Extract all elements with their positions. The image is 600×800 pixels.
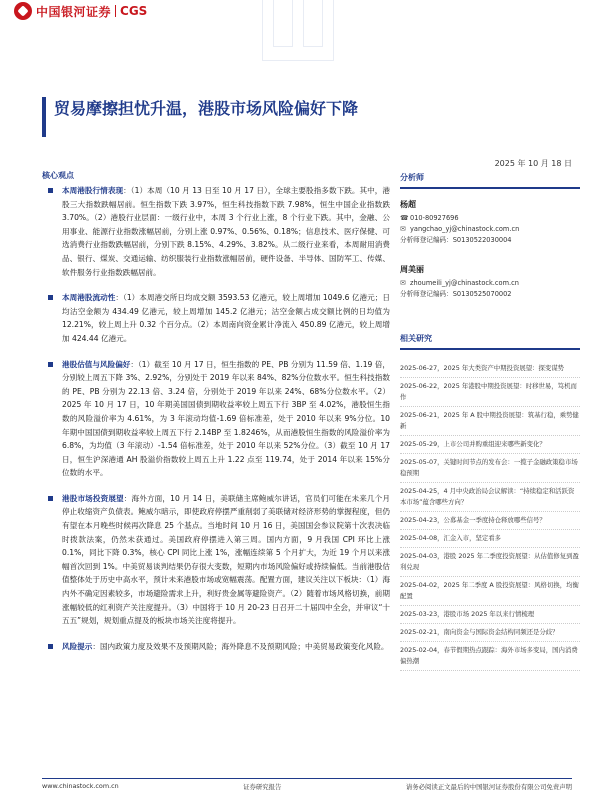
paragraph-label: 本周港股流动性 <box>62 293 116 303</box>
analyst-panel <box>400 172 580 300</box>
paragraph-risk <box>42 640 390 654</box>
related-item[interactable]: 2025-04-23，公募基金一季度持仓释放哪些信号？ <box>400 512 580 530</box>
report-date: 2025 年 10 月 18 日 <box>494 159 572 168</box>
paragraph-outlook <box>42 492 390 628</box>
analyst-email[interactable] <box>400 224 580 235</box>
bullet-square-icon <box>48 362 53 367</box>
related-item[interactable]: 2025-06-27，2025 年大类资产中期投资展望：探变谋势 <box>400 360 580 378</box>
paragraph-text: ：（1）截至 10 月 17 日，恒生指数的 PE、PB 分别为 11.59 倍、1.19 倍，分别较上周五下降 3%、2.92%，分别处于 2019 年以来 84%、82%分位数水平。恒生科技指数的 PE、PB 分别为 22.13 倍、3.24 倍，分别处于 2019 年以来 24%、68%分位数水平。（2）2025 年 10 月 17 日，10 年期美国国债到期收益率较上周五下行 3BP 至 4.02%，港股恒生指数的风险溢价率为 4.61%，为 3 年滚动均值-1.69 倍标准差，处于 2010 年以来 9%分位。10 年期中国国债到期收益率较上周五下行 2.14BP 至 1.8246%，从而港股恒生指数的风险溢价率为 6.8%，为均值（3 年滚动）-1.54 倍标准差，处于 2010 年以来 52%分位。（3）截至 10 月 17 日，恒生沪深港通 AH 股溢价指数较上周五上升 1.22 点至 119.74，处于 2014 年以来 15%分位数的水平。 <box>62 359 390 478</box>
related-item[interactable]: 2025-02-21，南向资金与国际资金结构同频还是分歧？ <box>400 624 580 642</box>
mail-icon: ✉ <box>400 279 406 287</box>
logo-cn-text: 中国银河证券 <box>36 4 112 19</box>
paragraph-liquidity <box>42 291 390 345</box>
paragraph-market-performance <box>42 184 390 279</box>
analyst-heading: 分析师 <box>400 172 580 189</box>
related-item[interactable]: 2025-04-03，港股 2025 年二季度投资展望：从估值修复到盈利兑现 <box>400 548 580 577</box>
footer-disclaimer: 请务必阅读正文最后的中国银河证券股份有限公司免责声明 <box>405 783 572 791</box>
paragraph-text: ：（1）本周港交所日均成交额 3593.53 亿港元，较上周增加 1049.6 亿港元；日均沽空金额为 434.49 亿港元，较上周增加 145.2 亿港元；沽空金额占成交额比例的日均值为 12.21%，较上周上升 0.32 个百分点。（2）本周南向资金累计净流入 450.89 亿港元，较上周增加 424.44 亿港元。 <box>62 293 391 343</box>
analyst-license: 分析师登记编码：S0130522030004 <box>400 236 512 244</box>
paragraph-label: 港股估值与风险偏好 <box>62 359 131 369</box>
title-accent-bar <box>42 97 46 137</box>
related-heading: 相关研究 <box>400 333 580 350</box>
logo-en-text: CGS <box>120 4 148 18</box>
related-item[interactable]: 2025-02-04，春节假期热点跟踪：海外市场多变局，国内消费偏热潮 <box>400 642 580 671</box>
logo-icon <box>14 2 32 20</box>
paragraph-text: ：国内政策力度及效果不及预期风险；海外降息不及预期风险；中美贸易政策变化风险。 <box>92 641 389 651</box>
bullet-square-icon <box>48 295 53 300</box>
paragraph-valuation <box>42 358 390 480</box>
analyst-name: 杨超 <box>400 200 416 209</box>
analyst-phone-text: 010-80927696 <box>410 214 459 222</box>
analyst-email-text[interactable]: zhoumeili_yj@chinastock.com.cn <box>410 279 519 287</box>
related-item[interactable]: 2025-06-21，2025 年 A 股中期投资展望：筑基行稳，乘势健新 <box>400 407 580 436</box>
mail-icon: ✉ <box>400 225 406 233</box>
bullet-square-icon <box>48 644 53 649</box>
page-footer <box>42 778 572 791</box>
paragraph-label: 风险提示 <box>62 641 93 651</box>
paragraph-label: 本周港股行情表现 <box>62 186 124 195</box>
related-item[interactable]: 2025-05-29，上市公司并购重组迎来哪些新变化？ <box>400 436 580 454</box>
section-label-core-views: 核心观点 <box>42 171 74 180</box>
related-item[interactable]: 2025-04-02，2025 年二季度 A 股投资展望：风格切换，均衡配置 <box>400 577 580 606</box>
bullet-square-icon <box>48 496 53 501</box>
bullet-square-icon <box>48 188 53 193</box>
related-research-panel <box>400 333 580 671</box>
header-watermark <box>262 0 334 61</box>
footer-website[interactable]: www.chinastock.com.cn <box>42 782 119 790</box>
analyst-name: 周美丽 <box>400 265 424 274</box>
report-title: 贸易摩擦担忧升温，港股市场风险偏好下降 <box>54 99 359 118</box>
paragraph-text: ：（1）本周（10 月 13 日至 10 月 17 日），全球主要股指多数下跌。其中，港股三大指数跌幅居前。恒生指数下跌 3.97%，恒生科技指数下跌 7.98%，恒生中国企业指数跌 3.70%。（2）港股行业层面：一级行业中，本周 3 个行业上涨，8 个行业下跌。其中，金融、公用事业、能源行业指数涨幅居前，分别上涨 0.97%、0.56%、0.18%；信息技术、医疗保健、可选消费行业指数跌幅居前，分别下跌 8.15%、4.29%、3.82%。从二级行业来看，本周耐用消费品、银行、煤炭、交通运输、纺织服装行业指数涨幅居前，硬件设备、半导体、国防军工、传媒、软件服务行业指数跌幅居前。 <box>62 186 390 277</box>
phone-icon: ☎ <box>400 214 409 222</box>
paragraph-text: ：海外方面，10 月 14 日，美联储主席鲍威尔讲话，官员们可能在未来几个月停止收缩资产负债表。鲍威尔暗示，即使政府停摆严重削弱了美联储对经济形势的掌握程度，但仍有望在本月晚些时候再次降息 25 个基点。当地时间 10 月 16 日，美国国会参议院第十次表决临时拨款法案，仍然未获通过。美国政府停摆进入第三周。国内方面，9 月我国 CPI 环比上涨 0.1%，同比下降 0.3%，核心 CPI 同比上涨 1%，涨幅连续第 5 个月扩大，为近 19 个月以来涨幅首次回到 1%。中美贸易谈判结果仍存很大变数，短期内市场风险偏好或持续偏低。当前港股估值整体处于历史中高水平，预计未来港股市场或宽幅震荡。配置方面，建议关注以下板块：（1）海内外不确定因素较多，市场避险需求上升，利好贵金属等避险资产。（2）随着市场风格切换，前期涨幅较低的红利资产关注度提升。（3）中国将于 10 月 20-23 日召开二十届四中全会，并审议“十五五”规划，规划重点提及的板块市场关注度将提升。 <box>62 493 390 626</box>
related-item[interactable]: 2025-04-25，4 月中央政治局会议解读：“持续稳定和活跃资本市场”蕴含哪些方向？ <box>400 483 580 512</box>
brand-logo <box>14 0 147 22</box>
paragraph-label: 港股市场投资展望 <box>62 493 124 503</box>
related-item[interactable]: 2025-05-07，关键时间节点的发布会：一揽子金融政策稳市场稳预期 <box>400 454 580 483</box>
analyst-license: 分析师登记编码：S0130525070002 <box>400 290 512 298</box>
analyst-email-text[interactable]: yangchao_yj@chinastock.com.cn <box>410 225 520 233</box>
analyst-phone <box>400 213 580 224</box>
footer-report-type: 证券研究报告 <box>243 783 282 791</box>
related-item[interactable]: 2025-04-08，汇金入市，坚定看多 <box>400 530 580 548</box>
main-content <box>42 184 390 665</box>
analyst-email[interactable] <box>400 278 580 289</box>
related-item[interactable]: 2025-03-23，港股市场 2025 年以来行情梳理 <box>400 606 580 624</box>
logo-divider <box>115 5 116 17</box>
related-item[interactable]: 2025-06-22，2025 年港股中期投资展望：时移世易，笃机而作 <box>400 378 580 407</box>
